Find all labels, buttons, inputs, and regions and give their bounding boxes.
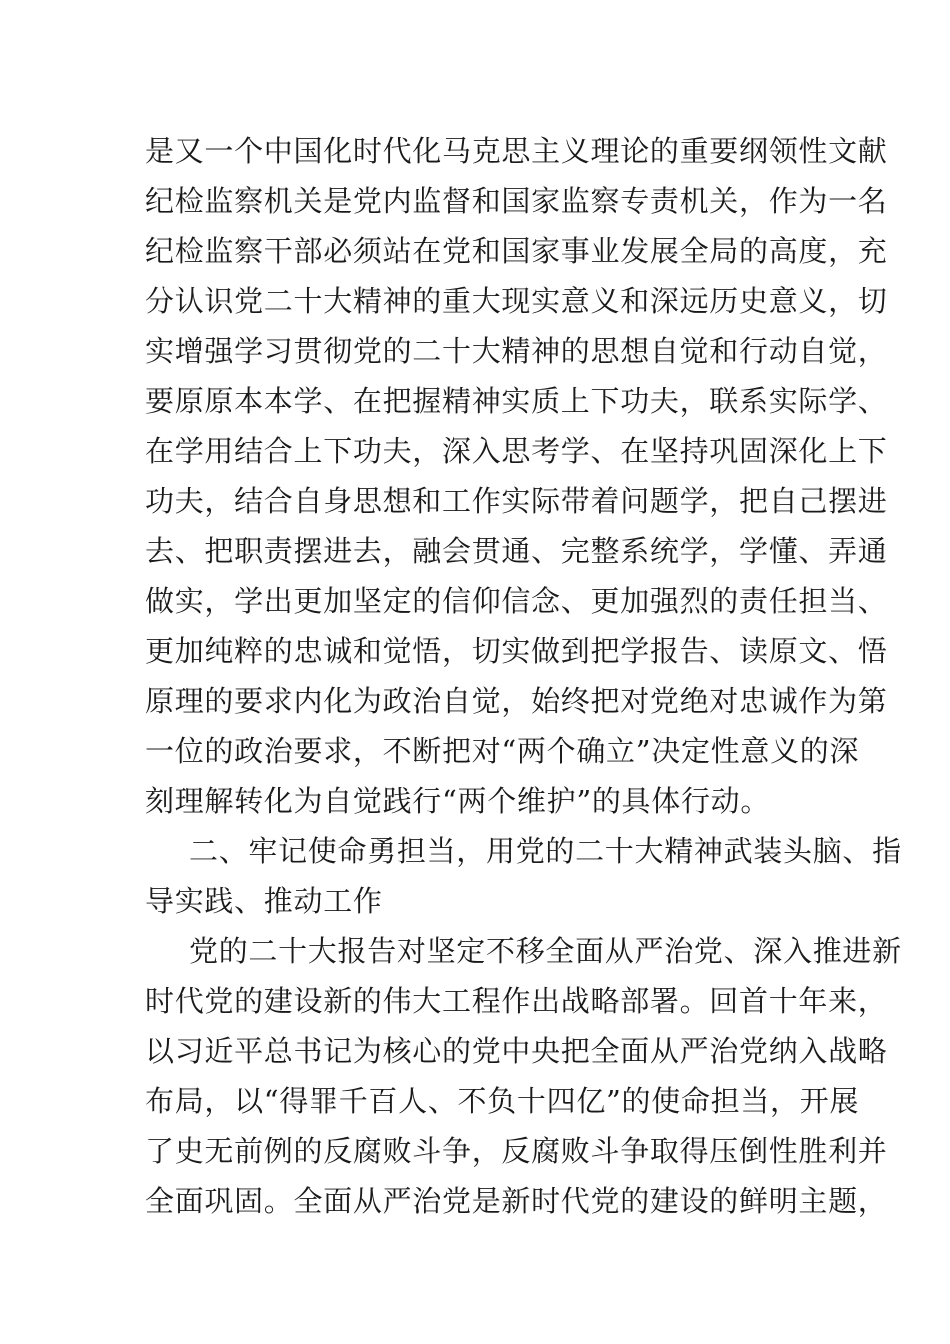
body-line: 更加纯粹的忠诚和觉悟，切实做到把学报告、读原文、悟 [145, 634, 888, 668]
body-line: 了史无前例的反腐败斗争，反腐败斗争取得压倒性胜利并 [145, 1134, 888, 1168]
body-line: 要原原本本学、在把握精神实质上下功夫，联系实际学、 [145, 384, 888, 418]
body-line: 功夫，结合自身思想和工作实际带着问题学，把自己摆进 [145, 484, 888, 518]
body-line: 刻理解转化为自觉践行“两个维护”的具体行动。 [145, 784, 771, 818]
body-line: 是又一个中国化时代化马克思主义理论的重要纲领性文献 [145, 134, 888, 168]
body-line: 分认识党二十大精神的重大现实意义和深远历史意义，切 [145, 284, 888, 318]
body-line: 纪检监察机关是党内监督和国家监察专责机关，作为一名 [145, 184, 888, 218]
body-line: 原理的要求内化为政治自觉，始终把对党绝对忠诚作为第 [145, 684, 888, 718]
section-heading-line: 二、牢记使命勇担当，用党的二十大精神武装头脑、指 [189, 834, 902, 868]
body-line: 全面巩固。全面从严治党是新时代党的建设的鲜明主题， [145, 1184, 888, 1218]
body-line: 纪检监察干部必须站在党和国家事业发展全局的高度，充 [145, 234, 888, 268]
body-line: 党的二十大报告对坚定不移全面从严治党、深入推进新 [189, 934, 902, 968]
section-heading-line: 导实践、推动工作 [145, 884, 383, 918]
body-line: 实增强学习贯彻党的二十大精神的思想自觉和行动自觉， [145, 334, 888, 368]
document-body [145, 126, 902, 1226]
body-line: 在学用结合上下功夫，深入思考学、在坚持巩固深化上下 [145, 434, 888, 468]
body-line: 一位的政治要求，不断把对“两个确立”决定性意义的深 [145, 734, 860, 768]
body-line: 去、把职责摆进去，融会贯通、完整系统学，学懂、弄通 [145, 534, 888, 568]
body-line: 布局，以“得罪千百人、不负十四亿”的使命担当，开展 [145, 1084, 860, 1118]
body-line: 做实，学出更加坚定的信仰信念、更加强烈的责任担当、 [145, 584, 888, 618]
body-line: 时代党的建设新的伟大工程作出战略部署。回首十年来， [145, 984, 888, 1018]
body-line: 以习近平总书记为核心的党中央把全面从严治党纳入战略 [145, 1034, 888, 1068]
